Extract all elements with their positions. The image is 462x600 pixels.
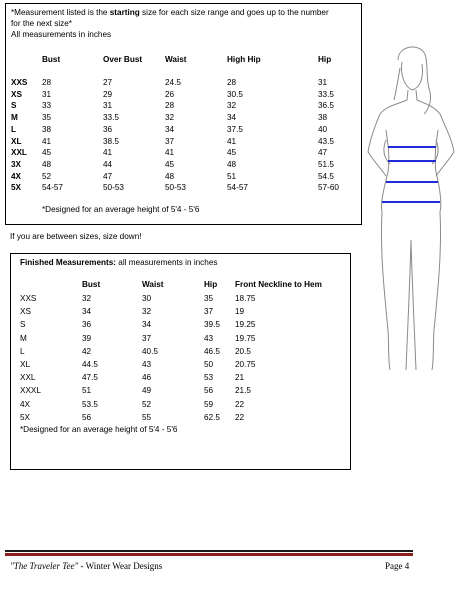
- table-cell: 54-57: [227, 183, 248, 193]
- table-cell: 51.5: [318, 159, 334, 169]
- body-measurements-footnote: *Designed for an average height of 5'4 - 5'6: [42, 205, 200, 214]
- table-cell: 52: [42, 171, 52, 181]
- size-label: M: [11, 113, 18, 123]
- measurement-note-line2: for the next size*: [11, 19, 72, 28]
- table-cell: 48: [227, 159, 237, 169]
- size-label: M: [20, 333, 27, 343]
- table-cell: 44: [103, 159, 113, 169]
- table-cell: 33.5: [318, 89, 334, 99]
- table-cell: 34: [142, 320, 152, 330]
- table-cell: 47: [103, 171, 113, 181]
- column-header: Hip: [318, 55, 332, 64]
- table-cell: 26: [165, 89, 175, 99]
- table-cell: 19.25: [235, 320, 256, 330]
- table-cell: 31: [103, 101, 113, 111]
- table-cell: 45: [42, 148, 52, 158]
- table-cell: 35: [42, 113, 52, 123]
- table-cell: 27: [103, 78, 113, 87]
- table-cell: 34: [165, 124, 175, 134]
- finished-measurements-title: Finished Measurements: all measurements in inches: [20, 258, 218, 267]
- column-header: Waist: [142, 280, 164, 289]
- table-cell: 43: [142, 360, 152, 369]
- table-cell: 47: [318, 148, 328, 158]
- table-cell: 47.5: [82, 373, 98, 383]
- measurement-note-line1: *Measurement listed is the starting size for each size range and goes up to the number: [11, 8, 329, 17]
- table-cell: 37: [204, 307, 214, 317]
- table-cell: 24.5: [165, 78, 181, 87]
- table-cell: 33.5: [103, 113, 119, 123]
- size-label: XXXL: [20, 386, 41, 396]
- table-cell: 40: [318, 124, 328, 134]
- table-cell: 57-60: [318, 183, 339, 193]
- table-cell: 21.5: [235, 386, 251, 396]
- size-label: L: [20, 346, 25, 356]
- table-cell: 31: [42, 89, 52, 99]
- table-cell: 28: [42, 78, 52, 87]
- table-cell: 37: [142, 333, 152, 343]
- column-header: Hip: [204, 280, 218, 289]
- table-cell: 50-53: [103, 183, 124, 193]
- column-header: Bust: [82, 280, 101, 289]
- table-cell: 30: [142, 294, 152, 303]
- table-cell: 22: [235, 412, 245, 422]
- table-cell: 32: [165, 113, 175, 123]
- column-header: Waist: [165, 55, 187, 64]
- table-cell: 33: [42, 101, 52, 111]
- table-cell: 22: [235, 399, 245, 409]
- table-cell: 35: [204, 294, 214, 303]
- table-cell: 37.5: [227, 124, 243, 134]
- table-cell: 29: [103, 89, 113, 99]
- between-sizes-note: If you are between sizes, size down!: [10, 232, 142, 241]
- size-label: S: [11, 101, 17, 111]
- table-cell: 52: [142, 399, 152, 409]
- table-cell: 41: [103, 148, 113, 158]
- footer-title: "The Traveler Tee" - Winter Wear Designs: [10, 561, 163, 571]
- table-cell: 38: [318, 113, 328, 123]
- table-cell: 20.75: [235, 360, 256, 369]
- table-cell: 32: [82, 294, 92, 303]
- column-header: Bust: [42, 55, 61, 64]
- table-cell: 32: [227, 101, 237, 111]
- table-cell: 46: [142, 373, 152, 383]
- size-label: XXS: [11, 78, 28, 87]
- table-cell: 46.5: [204, 346, 220, 356]
- table-cell: 56: [204, 386, 214, 396]
- body-figure-illustration: [358, 40, 462, 375]
- table-cell: 34: [227, 113, 237, 123]
- table-cell: 38.5: [103, 136, 119, 146]
- table-cell: 51: [227, 171, 237, 181]
- table-cell: 39: [82, 333, 92, 343]
- table-cell: 50-53: [165, 183, 186, 193]
- table-cell: 43.5: [318, 136, 334, 146]
- footer-rule-red: [5, 553, 413, 556]
- table-cell: 36: [82, 320, 92, 330]
- footer-rule-dark: [5, 550, 413, 552]
- size-label: XS: [11, 89, 22, 99]
- size-label: XL: [11, 136, 22, 146]
- table-cell: 56: [82, 412, 92, 422]
- size-label: L: [11, 124, 17, 134]
- size-label: 3X: [11, 159, 22, 169]
- table-cell: 28: [227, 78, 237, 87]
- table-cell: 19.75: [235, 333, 256, 343]
- table-cell: 42: [82, 346, 92, 356]
- table-cell: 36.5: [318, 101, 334, 111]
- table-cell: 53: [204, 373, 214, 383]
- table-cell: 54-57: [42, 183, 63, 193]
- measurement-note-line3: All measurements in inches: [11, 30, 112, 39]
- table-cell: 40.5: [142, 346, 158, 356]
- table-cell: 59: [204, 399, 214, 409]
- table-cell: 41: [227, 136, 237, 146]
- table-cell: 54.5: [318, 171, 334, 181]
- size-label: S: [20, 320, 26, 330]
- table-cell: 49: [142, 386, 152, 396]
- face-outline: [401, 62, 422, 90]
- size-label: XXL: [20, 373, 36, 383]
- table-cell: 34: [82, 307, 92, 317]
- table-cell: 31: [318, 78, 328, 87]
- table-cell: 36: [103, 124, 113, 134]
- size-label: 5X: [20, 412, 31, 422]
- size-label: XXS: [20, 294, 37, 303]
- table-cell: 18.75: [235, 294, 256, 303]
- table-cell: 30.5: [227, 89, 243, 99]
- table-cell: 62.5: [204, 412, 220, 422]
- table-cell: 28: [165, 101, 175, 111]
- table-cell: 50: [204, 360, 214, 369]
- table-cell: 41: [165, 148, 175, 158]
- column-header: Front Neckline to Hem: [235, 280, 322, 289]
- table-cell: 39.5: [204, 320, 220, 330]
- table-cell: 43: [204, 333, 214, 343]
- table-cell: 19: [235, 307, 245, 317]
- page-number: Page 4: [385, 561, 410, 571]
- table-cell: 21: [235, 373, 245, 383]
- column-header: Over Bust: [103, 55, 143, 64]
- table-cell: 45: [227, 148, 237, 158]
- size-label: 5X: [11, 183, 22, 193]
- size-label: XL: [20, 360, 31, 369]
- table-cell: 51: [82, 386, 92, 396]
- size-label: XXL: [11, 148, 27, 158]
- table-cell: 48: [165, 171, 175, 181]
- table-cell: 53.5: [82, 399, 98, 409]
- table-cell: 41: [42, 136, 52, 146]
- table-cell: 32: [142, 307, 152, 317]
- size-label: 4X: [11, 171, 22, 181]
- table-cell: 38: [42, 124, 52, 134]
- table-cell: 44.5: [82, 360, 98, 369]
- table-cell: 20.5: [235, 346, 251, 356]
- table-cell: 45: [165, 159, 175, 169]
- table-cell: 48: [42, 159, 52, 169]
- size-label: 4X: [20, 399, 31, 409]
- table-cell: 55: [142, 412, 152, 422]
- column-header: High Hip: [227, 55, 261, 64]
- table-cell: 37: [165, 136, 175, 146]
- finished-measurements-footnote: *Designed for an average height of 5'4 - 5'6: [20, 425, 178, 434]
- size-label: XS: [20, 307, 31, 317]
